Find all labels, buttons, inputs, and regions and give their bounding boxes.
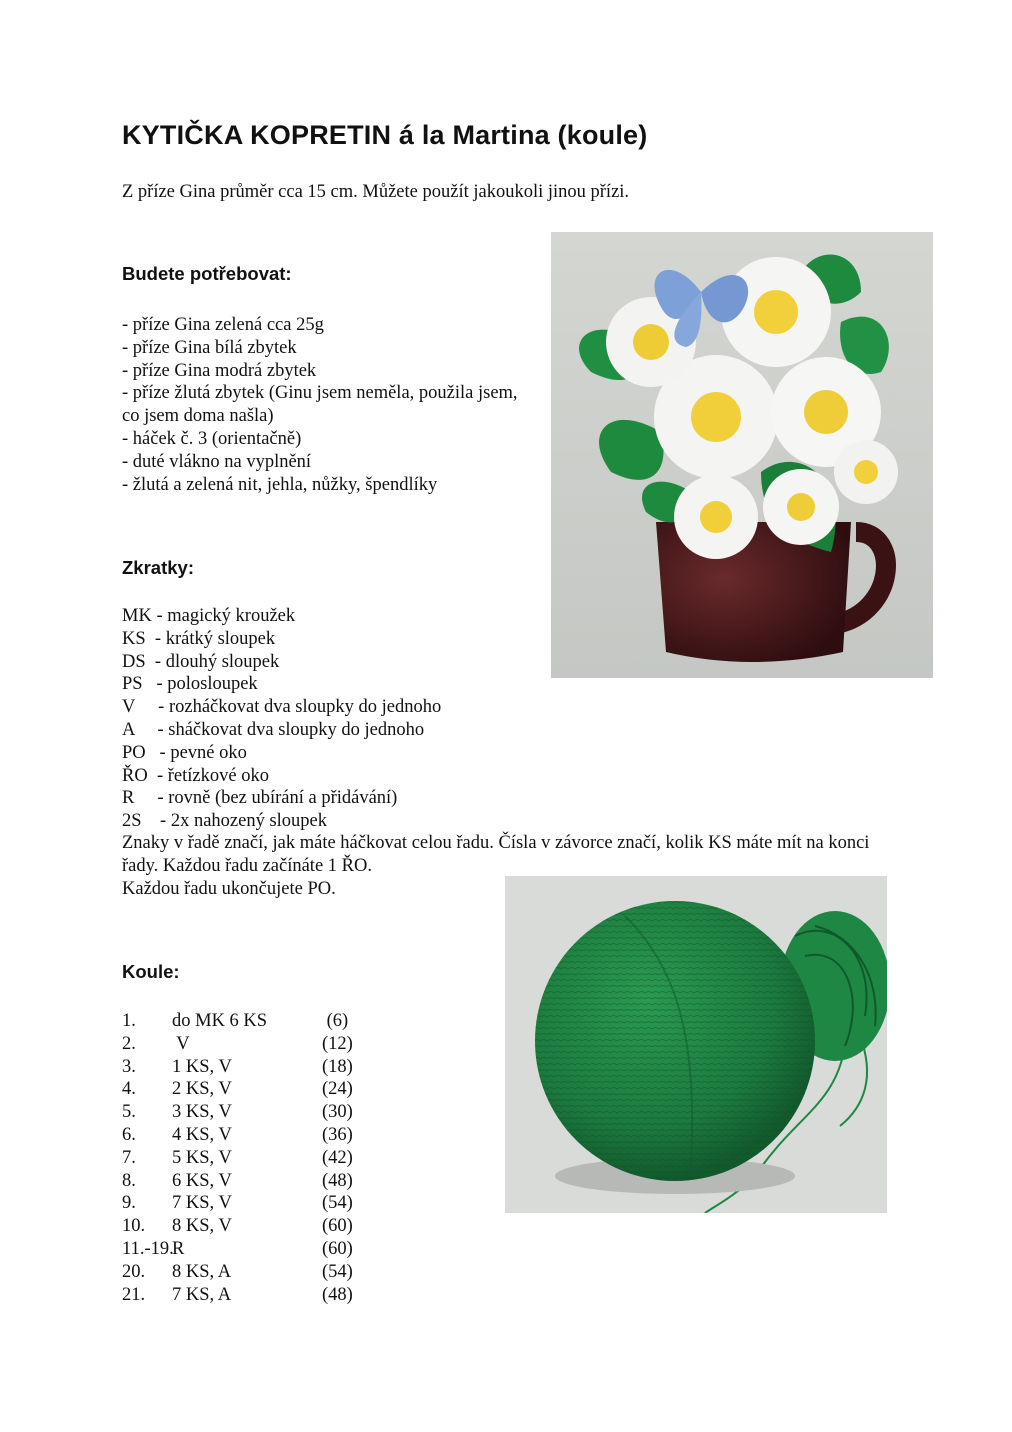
pattern-row: 3. 1 KS, V (18): [122, 1056, 353, 1077]
pattern-row: 5. 3 KS, V (30): [122, 1102, 353, 1123]
pattern-row: 10. 8 KS, V (60): [122, 1216, 353, 1237]
abbr-desc: - magický kroužek: [151, 606, 296, 626]
note-text: Znaky v řadě značí, jak máte háčkovat celou řadu. Čísla v závorce značí, kolik KS máte mít na konci řady. Každou řadu začínáte 1 ŘO.: [122, 833, 870, 876]
ball-rows: [122, 1010, 362, 1306]
abbreviations-list: [122, 605, 441, 833]
list-item: [122, 765, 441, 788]
list-item: [122, 787, 441, 810]
abbreviations-heading: Zkratky:: [122, 557, 194, 578]
pattern-row: 7. 5 KS, V (42): [122, 1147, 353, 1168]
list-item: [122, 651, 441, 674]
abbr-code: PO: [122, 742, 146, 763]
list-item: - příze Gina zelená cca 25g: [122, 315, 324, 335]
intro-text: Z příze Gina průměr cca 15 cm. Můžete použít jakoukoli jinou přízi.: [122, 182, 630, 202]
abbr-code: KS: [122, 628, 146, 649]
list-item: [122, 696, 441, 719]
list-item: - háček č. 3 (orientačně): [122, 428, 302, 449]
pattern-row: 8. 6 KS, V (48): [122, 1170, 353, 1191]
abbr-desc: - krátký sloupek: [145, 628, 276, 649]
abbr-desc: - rozháčkovat dva sloupky do jednoho: [135, 697, 442, 718]
ball-illustration: [505, 876, 887, 1213]
list-item: [122, 673, 441, 696]
abbr-code: R: [122, 788, 135, 809]
list-item: [122, 742, 441, 765]
daisy-flower: [674, 475, 758, 559]
document-title: KYTIČKA KOPRETIN á la Martina (koule): [122, 120, 648, 150]
abbr-code: A: [122, 719, 135, 740]
abbr-desc: - 2x nahozený sloupek: [141, 811, 328, 832]
list-item: - duté vlákno na vyplnění: [122, 451, 312, 472]
list-item: - žlutá a zelená nit, jehla, nůžky, špendlíky: [122, 474, 438, 495]
abbr-code: PS: [122, 674, 143, 695]
abbr-code: ŘO: [122, 765, 148, 786]
daisy-flower: [763, 469, 839, 545]
list-item: [122, 605, 441, 628]
list-item: - příze Gina bílá zbytek: [122, 337, 297, 358]
abbr-desc: - řetízkové oko: [147, 765, 269, 786]
pattern-row: 21. 7 KS, A (48): [122, 1284, 353, 1305]
abbr-desc: - pevné oko: [145, 742, 247, 763]
list-item: - příze Gina modrá zbytek: [122, 360, 317, 381]
pattern-row: 9. 7 KS, V (54): [122, 1193, 353, 1214]
daisy-flower: [834, 440, 898, 504]
abbr-code: MK: [122, 606, 152, 626]
note-text-end: Každou řadu ukončujete PO.: [122, 878, 336, 899]
abbr-code: 2S: [122, 811, 142, 832]
pattern-row: 11.-19. R (60): [122, 1238, 353, 1259]
pattern-row: 1. do MK 6 KS (6): [122, 1011, 349, 1031]
materials-heading: Budete potřebovat:: [122, 263, 292, 284]
pattern-row: 4. 2 KS, V (24): [122, 1079, 353, 1100]
abbr-code: DS: [122, 651, 146, 672]
bouquet-illustration: [551, 232, 933, 678]
list-item: [122, 810, 441, 833]
pattern-row: 20. 8 KS, A (54): [122, 1261, 353, 1282]
abbr-desc: - sháčkovat dva sloupky do jednoho: [134, 719, 425, 740]
list-item: - příze žlutá zbytek (Ginu jsem neměla, použila jsem, co jsem doma našla): [122, 383, 518, 427]
ball-photo: [505, 876, 887, 1213]
list-item: [122, 719, 441, 742]
bouquet-photo: [551, 232, 933, 678]
abbr-desc: - dlouhý sloupek: [145, 651, 280, 672]
pattern-row: 2. V (12): [122, 1033, 353, 1054]
pattern-row: 6. 4 KS, V (36): [122, 1124, 353, 1145]
materials-list: [122, 314, 522, 496]
abbr-desc: - rovně (bez ubírání a přidávání): [134, 788, 398, 809]
list-item: [122, 628, 441, 651]
abbr-desc: - polosloupek: [142, 674, 258, 695]
abbr-code: V: [122, 697, 136, 718]
ball-heading: Koule:: [122, 961, 180, 982]
